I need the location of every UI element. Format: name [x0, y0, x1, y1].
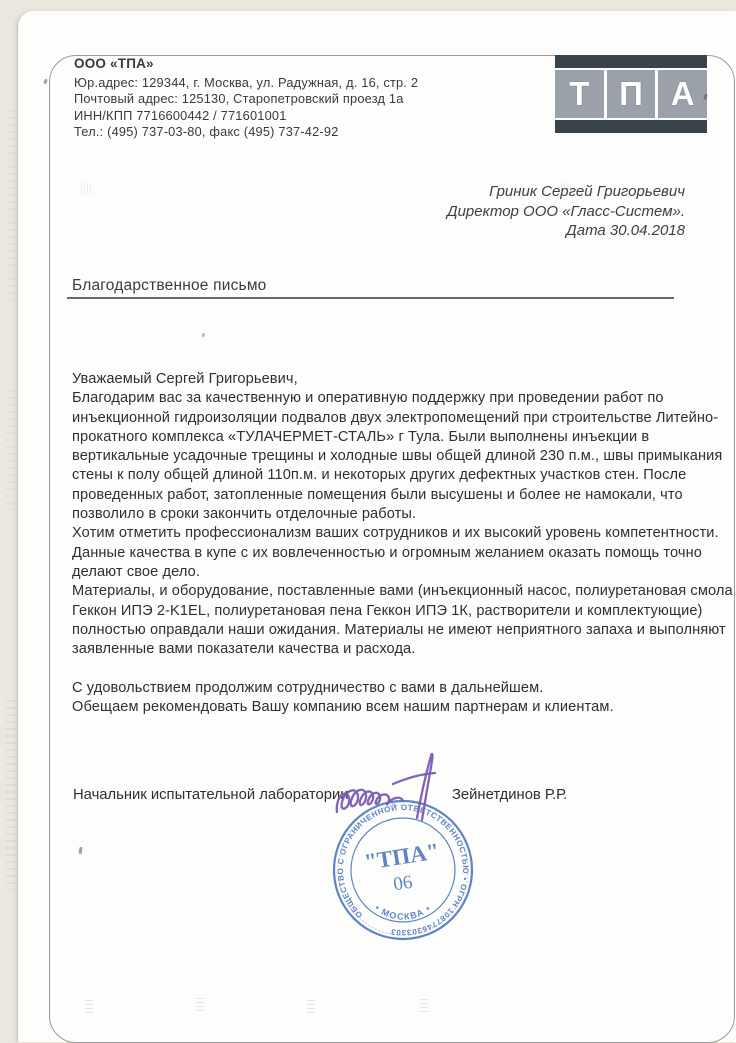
body-line: делают свое дело. [72, 563, 201, 580]
body-line: стены к полу общей длиной 110п.м. и некоторых других дефектных участков стен. После [72, 467, 687, 484]
company-name: ООО «ТПА» [74, 56, 154, 71]
stamp-city-text: • МОСКВА • [372, 902, 434, 922]
scan-artifact [43, 79, 48, 85]
body-line: Уважаемый Сергей Григорьевич, [72, 371, 298, 387]
scan-artifact [420, 999, 428, 1013]
stamp-center-name: "ТПА" [362, 838, 442, 875]
signature-title: Начальник испытательной лаборатории [73, 787, 349, 803]
body-line: проведенных работ, затопленные помещения были высушены и более не намокали, что [72, 486, 683, 503]
recipient-line: Дата 30.04.2018 [566, 222, 685, 239]
svg-text:• МОСКВА • [373, 903, 433, 922]
scan-artifact [561, 183, 571, 195]
scan-artifact [6, 700, 15, 890]
logo-letter-t: Т [555, 70, 604, 118]
body-line: заявленные вами показатели качества и расхода. [72, 641, 416, 658]
company-address-line: Тел.: (495) 737-03-80, факс (495) 737-42-92 [74, 124, 339, 140]
body-line: Геккон ИПЭ 2-K1EL, полиуретановая пена Геккон ИПЭ 1К, растворители и комплектующие) [72, 602, 703, 619]
body-line: Данные качества в купе с их вовлеченностью и огромным желанием оказать помощь точно [72, 544, 702, 561]
logo-bottom-bar [555, 120, 707, 133]
company-address-line: ИНН/КПП 7716600442 / 771601001 [74, 107, 287, 123]
body-line: С удовольствием продолжим сотрудничество с вами в дальнейшем. [72, 679, 544, 696]
scanned-page [17, 11, 736, 1042]
scan-artifact [85, 1000, 93, 1014]
tpa-logo [555, 55, 707, 133]
company-address-block [74, 75, 418, 141]
body-line: полностью оправдали наши ожидания. Материалы не имеют неприятного запаха и выполняют [72, 621, 726, 638]
body-line: Благодарим вас за качественную и оперативную поддержку при проведении работ по [72, 390, 664, 407]
logo-top-bar [555, 55, 707, 68]
scan-artifact [307, 1000, 315, 1014]
signatory-name: Зейнетдинов Р.Р. [452, 787, 568, 803]
body-line: вертикальные усадочные трещины и холодные швы общей длиной 230 п.м., швы примыкания [72, 448, 723, 465]
logo-letter-a: А [658, 70, 707, 118]
scan-artifact [196, 998, 204, 1012]
body-line [72, 659, 676, 678]
handwritten-signature [333, 750, 463, 835]
scan-artifact [7, 110, 16, 300]
scan-artifact [6, 390, 15, 510]
company-address-line: Юр.адрес: 129344, г. Москва, ул. Радужная, д. 16, стр. 2 [74, 75, 419, 90]
scan-artifact [81, 183, 91, 195]
company-address-line: Почтовый адрес: 125130, Старопетровский проезд 1а [74, 91, 404, 107]
recipient-line: Директор ООО «Гласс-Систем». [447, 202, 685, 220]
body-line: Хотим отметить профессионализм ваших сотрудников и их высокий уровень компетентности. [72, 525, 719, 542]
title-underline [67, 297, 674, 299]
body-line: инъекционной гидроизоляции подвалов двух электропомещений при строительстве Литейно- [72, 409, 719, 426]
body-line: прокатного комплекса «ТУЛАЧЕРМЕТ-СТАЛЬ» г Тула. Были выполнены инъекции в [72, 428, 650, 445]
body-line: Материалы, и оборудование, поставленные вами (инъекционный насос, полиуретановая смола [72, 583, 733, 600]
letter-title: Благодарственное письмо [72, 277, 267, 294]
letter-body [72, 370, 733, 717]
logo-tiles [555, 70, 707, 118]
logo-letter-p: П [607, 70, 656, 118]
recipient-line: Гриник Сергей Григорьевич [489, 183, 685, 200]
letterhead [74, 56, 418, 141]
body-line: позволило в сроки закончить отделочные работы. [72, 506, 417, 523]
stamp-ring-text: ОБЩЕСТВО С ОГРАНИЧЕННОЙ ОТВЕТСТВЕННОСТЬЮ • ОГРН 1087746303303 [335, 802, 471, 938]
stamp-center-number: 06 [391, 871, 414, 896]
body-line: Обещаем рекомендовать Вашу компанию всем нашим партнерам и клиентам. [72, 699, 614, 716]
